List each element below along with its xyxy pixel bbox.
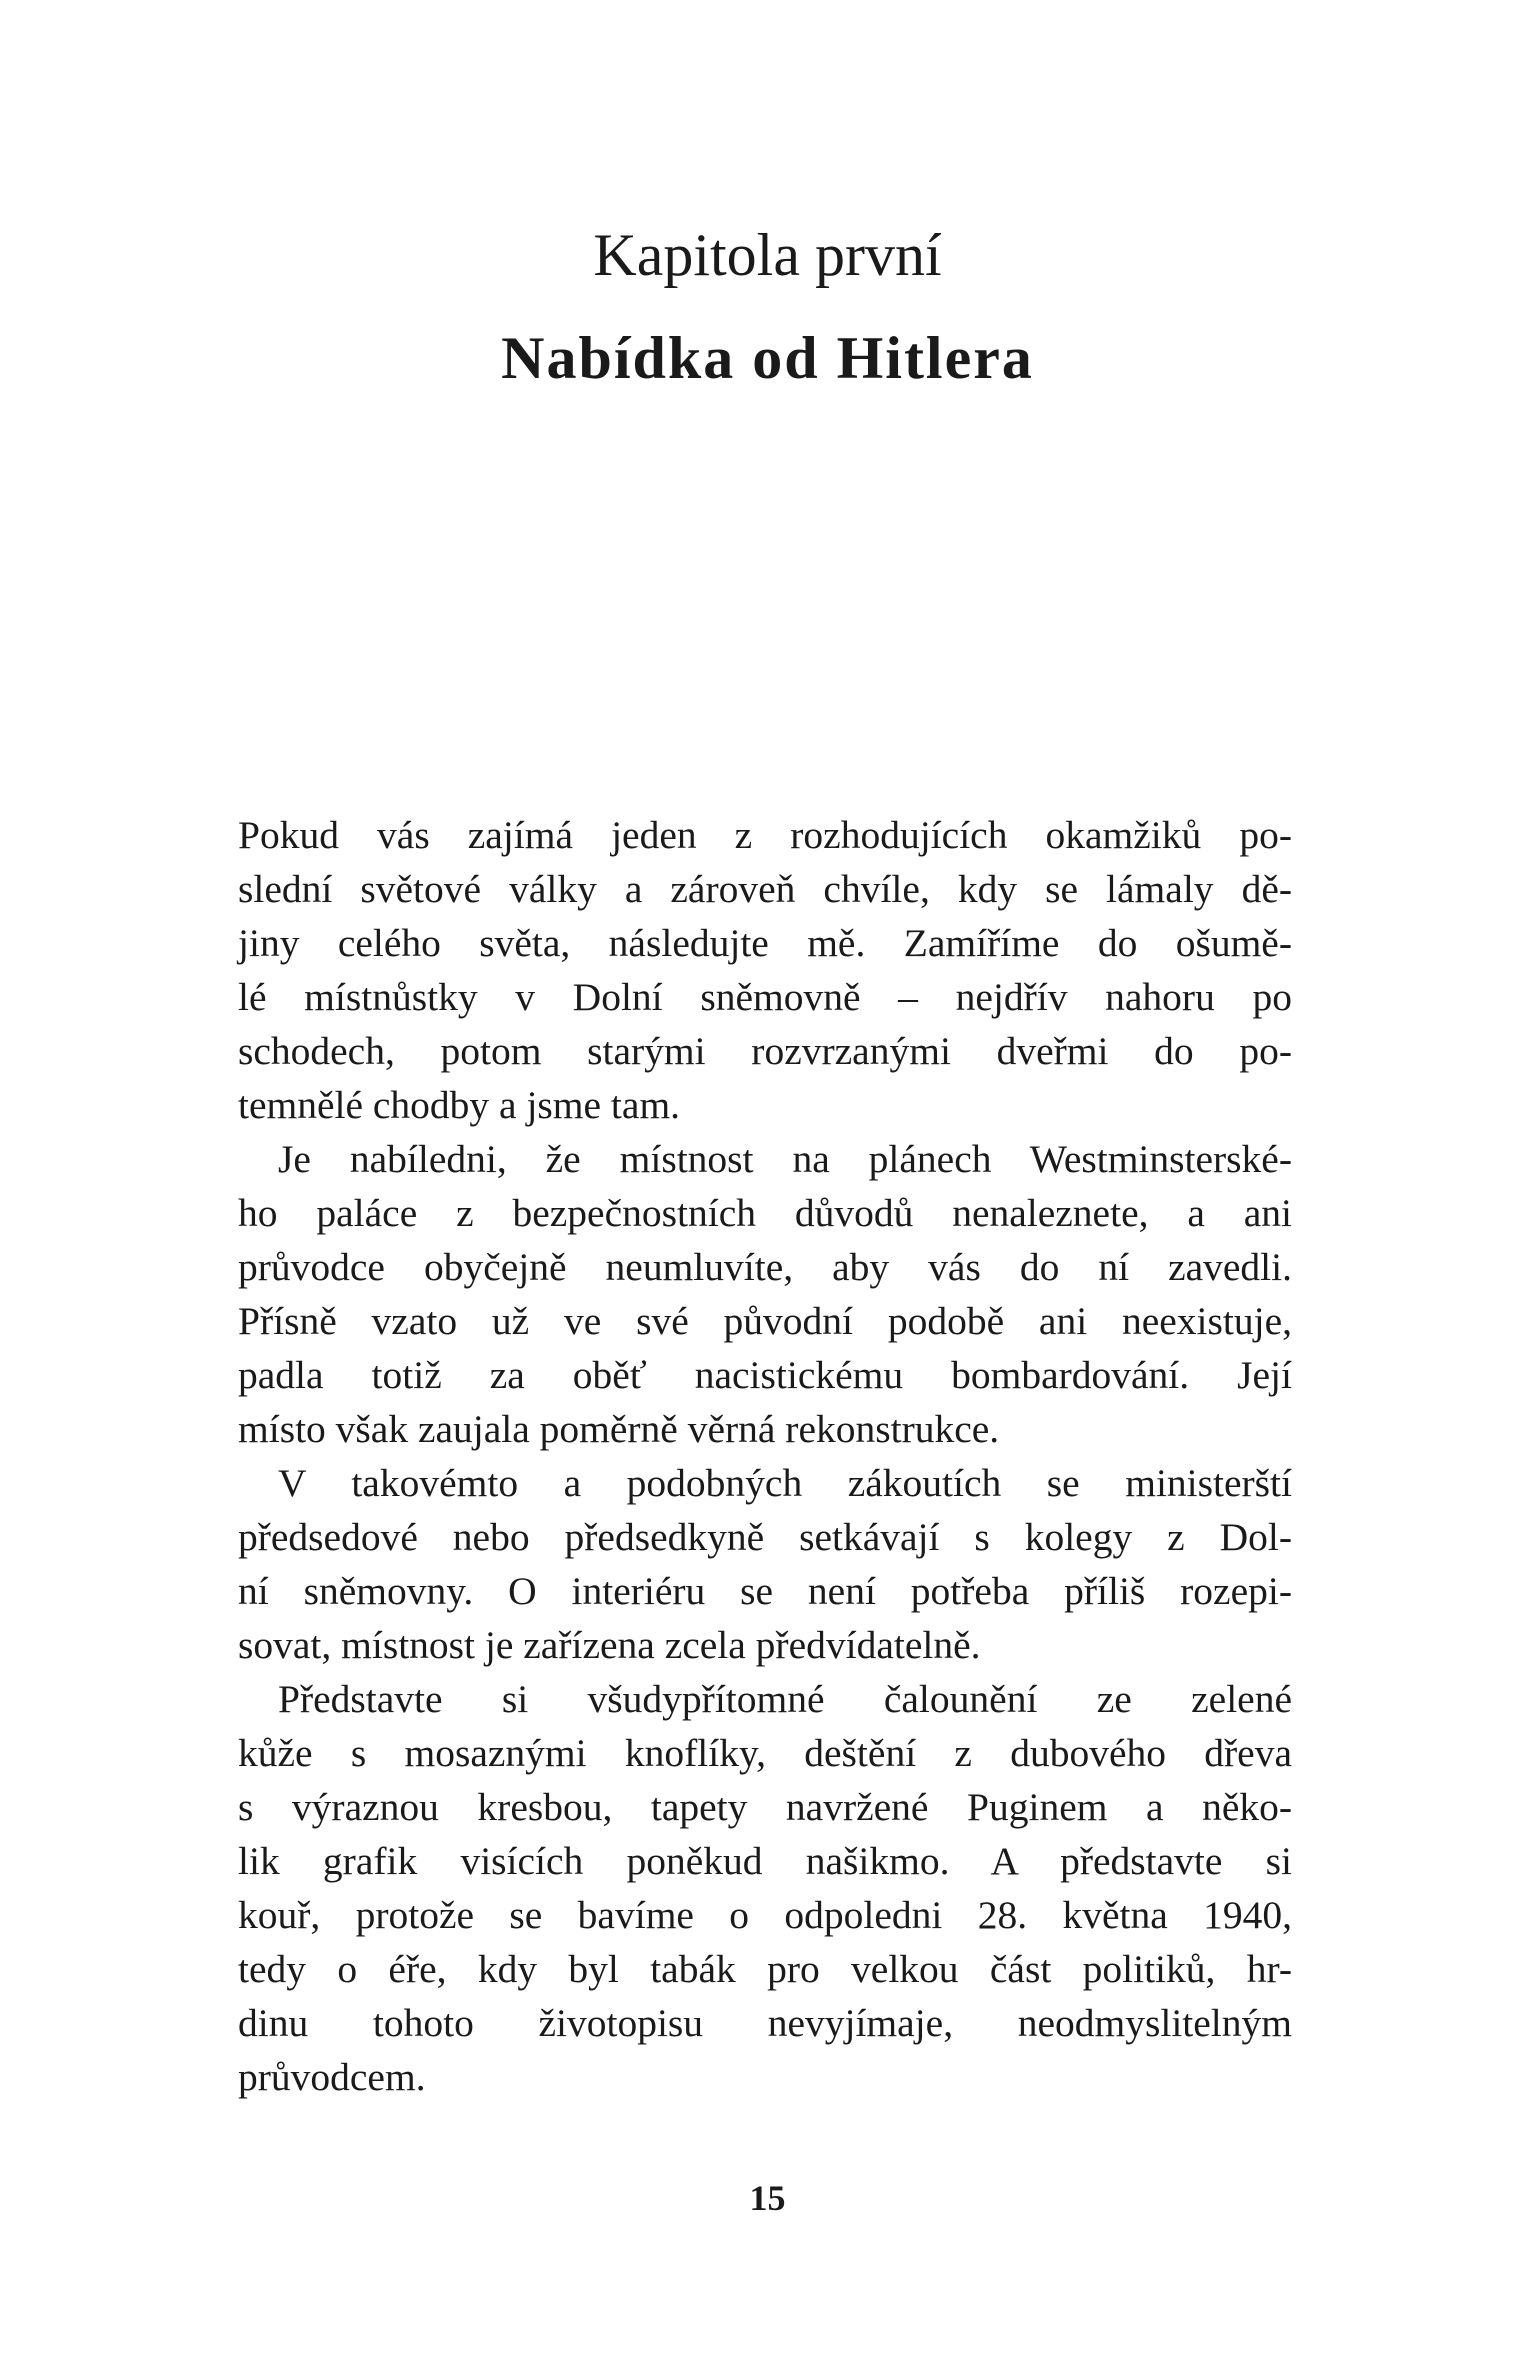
text-line: místo však zaujala poměrně věrná rekonstrukce.: [238, 1407, 1000, 1451]
text-line: tedy o éře, kdy byl tabák pro velkou část politiků, hr-: [238, 1947, 1292, 1991]
text-line: Pokud vás zajímá jeden z rozhodujících okamžiků po-: [238, 813, 1292, 857]
paragraph-3: [238, 1456, 1292, 1672]
text-line: lik grafik visících poněkud našikmo. A představte si: [238, 1839, 1292, 1883]
text-line: předsedové nebo předsedkyně setkávají s kolegy z Dol-: [238, 1515, 1292, 1559]
text-line: lé místnůstky v Dolní sněmovně – nejdřív nahoru po: [238, 975, 1292, 1019]
text-line: ní sněmovny. O interiéru se není potřeba příliš rozepi-: [238, 1569, 1292, 1613]
text-line: Přísně vzato už ve své původní podobě ani neexistuje,: [238, 1299, 1292, 1343]
body-text: [238, 808, 1292, 2104]
chapter-title: Nabídka od Hitlera: [501, 325, 1034, 391]
page-number: 15: [749, 2178, 786, 2218]
text-line: Představte si všudypřítomné čalounění ze zelené: [278, 1677, 1292, 1721]
text-line: jiny celého světa, následujte mě. Zamíříme do ošumě-: [238, 921, 1292, 965]
paragraph-1: [238, 808, 1292, 1132]
text-line: kouř, protože se bavíme o odpoledni 28. května 1940,: [238, 1893, 1292, 1937]
text-line: slední světové války a zároveň chvíle, kdy se lámaly dě-: [238, 867, 1292, 911]
text-line: sovat, místnost je zařízena zcela předvídatelně.: [238, 1623, 981, 1667]
text-line: průvodcem.: [238, 2055, 426, 2099]
text-line: Je nabíledni, že místnost na plánech Westminsterské-: [278, 1137, 1292, 1181]
text-line: ho paláce z bezpečnostních důvodů nenaleznete, a ani: [238, 1191, 1292, 1235]
text-line: s výraznou kresbou, tapety navržené Puginem a něko-: [238, 1785, 1292, 1829]
text-line: dinu tohoto životopisu nevyjímaje, neodmyslitelným: [238, 2001, 1292, 2045]
text-line: padla totiž za oběť nacistickému bombardování. Její: [238, 1353, 1292, 1397]
text-line: kůže s mosaznými knoflíky, deštění z dubového dřeva: [238, 1731, 1292, 1775]
text-line: V takovémto a podobných zákoutích se ministerští: [278, 1461, 1292, 1505]
paragraph-4: [238, 1672, 1292, 2104]
paragraph-2: [238, 1132, 1292, 1456]
text-line: schodech, potom starými rozvrzanými dveřmi do po-: [238, 1029, 1292, 1073]
text-line: temnělé chodby a jsme tam.: [238, 1083, 681, 1127]
chapter-label: Kapitola první: [593, 222, 942, 288]
text-line: průvodce obyčejně neumluvíte, aby vás do ní zavedli.: [238, 1245, 1292, 1289]
